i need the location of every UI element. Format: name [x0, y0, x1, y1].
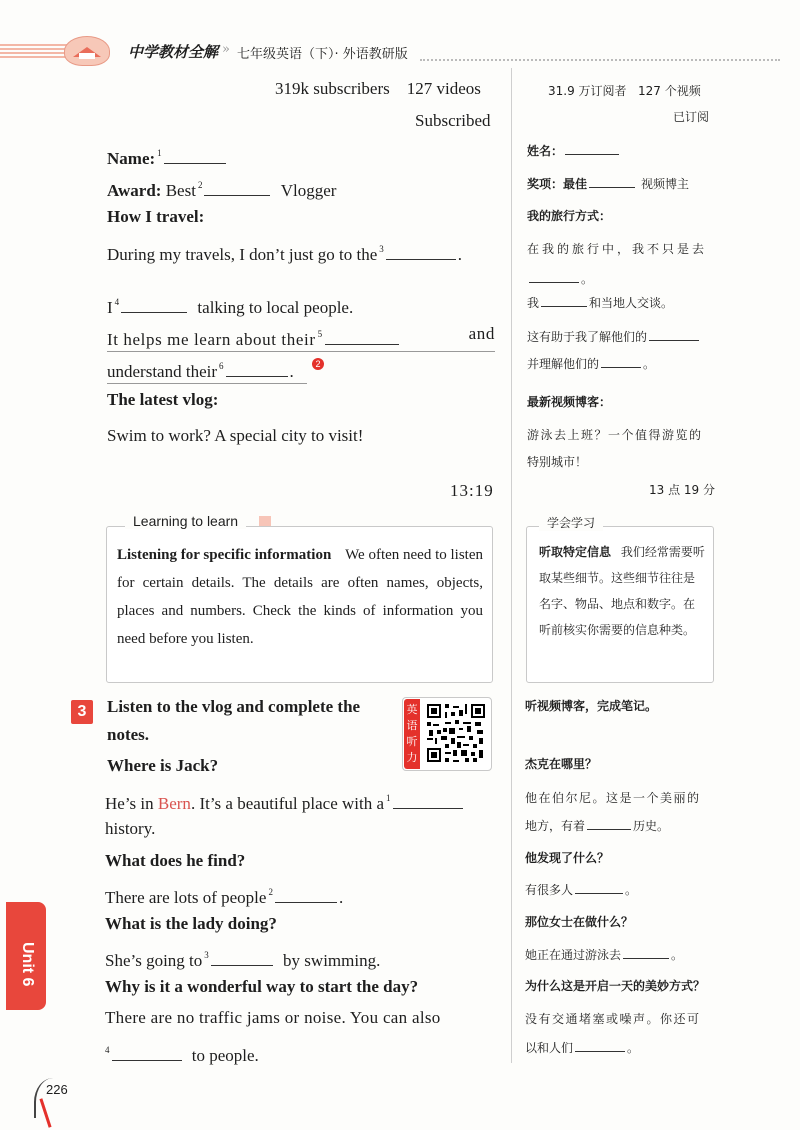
travel-line-4 [107, 355, 307, 384]
award-line [107, 174, 336, 202]
blank-number: 1 [386, 793, 391, 803]
zh-travel-4 [527, 328, 701, 346]
zh-travel-2 [527, 270, 593, 288]
zh-vlog-2: 特别城市！ [527, 455, 588, 469]
blank-number: 3 [379, 244, 384, 254]
header-bar [0, 36, 800, 66]
answer-3-pre: She’s going to [105, 951, 203, 970]
travel-text-2b: talking to local people. [197, 298, 354, 317]
zh-travel3-pre: 我 [527, 296, 540, 310]
book-logo-icon [64, 36, 110, 66]
header-book-title: 中学教材全解 [128, 43, 219, 61]
zh-travel-1: 在我的旅行中，我不只是去 [527, 242, 708, 256]
place-bern: Bern [157, 794, 191, 813]
blank-number: 4 [105, 1045, 110, 1055]
zh-period: 。 [625, 883, 638, 897]
vlog-text: Swim to work? A special city to visit! [107, 426, 364, 445]
travel-line-3 [107, 323, 495, 352]
zh-award-line [527, 175, 689, 193]
travel-line-1 [107, 238, 462, 266]
answer-blank-3[interactable] [211, 949, 273, 966]
answer-4-post: to people. [191, 1046, 259, 1065]
zh-learn-box-tab: 学会学习 [539, 514, 603, 531]
zh-learn-box [526, 516, 714, 683]
zh-period: 。 [581, 272, 594, 286]
vlog-heading: The latest vlog: [107, 390, 219, 409]
travel-heading: How I travel: [107, 207, 205, 226]
learn-box-body [117, 541, 483, 653]
zh-travel-blank-5[interactable] [649, 328, 699, 341]
zh-travel-blank-4[interactable] [541, 294, 587, 307]
zh-travel-heading: 我的旅行方式： [527, 209, 612, 223]
learn-box-text: We often need to listen for certain details. The details are often names, objects, places and numbers. Check the kinds of information you need before you listen. [117, 547, 484, 647]
travel-blank-6[interactable] [226, 360, 288, 377]
name-label: Name: [107, 149, 156, 168]
zh-a3-pre: 她正在通过游泳去 [525, 948, 622, 962]
question-1: Where is Jack? [107, 756, 219, 775]
zh-travel-5 [527, 355, 655, 373]
zh-answer-2 [525, 881, 637, 899]
zh-learn-box-body [539, 539, 705, 643]
learn-box-title: Listening for specific information [117, 547, 332, 563]
zh-answer-3 [525, 946, 683, 964]
zh-learn-box-text: 我们经常需要听取某些细节。这些细节往往是名字、物品、地点和数字。在听前核实你需要的信息种类。 [539, 545, 705, 637]
qr-label-text: 英语听力 [406, 703, 418, 764]
zh-learn-box-title: 听取特定信息 [539, 545, 612, 559]
travel-text-3b: and [468, 324, 495, 343]
qr-code-icon [425, 702, 487, 764]
zh-answer-blank-1[interactable] [587, 817, 631, 830]
zh-time: 13 点 19 分 [649, 483, 715, 497]
blank-number: 4 [114, 297, 120, 307]
subscribed-label: Subscribed [415, 111, 491, 130]
vlog-time: 13:19 [450, 481, 494, 500]
answer-3 [105, 944, 380, 972]
zh-travel4-text: 这有助于我了解他们的 [527, 330, 648, 344]
travel-blank-4[interactable] [121, 296, 187, 313]
zh-travel-3 [527, 294, 673, 312]
zh-a4-pre: 以和人们 [525, 1041, 574, 1055]
travel-line-2 [107, 291, 353, 319]
blank-number: 3 [204, 950, 209, 960]
travel-text-4: understand their [107, 362, 217, 381]
zh-answer-1-line-2 [525, 817, 669, 835]
zh-answer-blank-2[interactable] [575, 881, 623, 894]
blank-number: 2 [197, 180, 203, 190]
header-dotted-line [420, 59, 780, 61]
answer-1-mid: . It’s a beautiful place with a [190, 794, 385, 813]
exercise-number: 3 [71, 700, 93, 724]
zh-name-line [527, 142, 621, 160]
answer-4-line-2 [105, 1039, 259, 1067]
answer-3-post: by swimming. [283, 951, 381, 970]
zh-name-blank[interactable] [565, 142, 619, 155]
zh-instruction: 听视频博客，完成笔记。 [525, 699, 658, 713]
answer-4-line-1: There are no traffic jams or noise. You can also [105, 1008, 441, 1027]
zh-award-post: 视频博主 [641, 177, 690, 191]
award-blank[interactable] [204, 179, 270, 196]
zh-a1-pre: 地方，有着 [525, 819, 586, 833]
answer-1-line-2: history. [105, 819, 156, 838]
name-line [107, 142, 228, 170]
answer-blank-1[interactable] [393, 792, 463, 809]
zh-travel-blank-3[interactable] [529, 270, 579, 283]
zh-vlog-1: 游泳去上班？一个值得游览的 [527, 428, 703, 442]
question-3: What is the lady doing? [105, 914, 277, 933]
zh-award-blank[interactable] [589, 175, 635, 188]
profile-stats: 319k subscribers 127 videos [275, 79, 481, 98]
zh-travel5-text: 并理解他们的 [527, 357, 600, 371]
name-blank[interactable] [164, 147, 226, 164]
zh-a1-post: 历史。 [633, 819, 670, 833]
travel-blank-5[interactable] [325, 328, 399, 345]
award-post: Vlogger [280, 181, 337, 200]
answer-1 [105, 787, 465, 815]
zh-stats: 31.9 万订阅者 127 个视频 [548, 84, 701, 98]
header-stripes [0, 44, 70, 58]
header-chevron-icon: » [222, 42, 230, 57]
answer-2-pre: There are lots of people [105, 888, 267, 907]
zh-vlog-heading: 最新视频博客： [527, 395, 612, 409]
travel-text-2: I [107, 298, 113, 317]
question-4: Why is it a wonderful way to start the day? [105, 977, 419, 996]
exercise-instruction-1: Listen to the vlog and complete the [107, 697, 361, 716]
zh-answer-4-line-1: 没有交通堵塞或噪声。你还可 [525, 1012, 701, 1026]
qr-label [404, 699, 420, 769]
unit-tab-label: Unit 6 [19, 942, 36, 987]
zh-answer-1-line-1: 他在伯尔尼。这是一个美丽的 [525, 791, 701, 805]
header-subtitle: 七年级英语（下）· 外语教研版 [237, 47, 408, 62]
blank-number: 1 [157, 148, 162, 158]
travel-text-1: During my travels, I don’t just go to the [107, 245, 378, 264]
page-number: 226 [46, 1082, 68, 1097]
page-corner-swoosh [34, 1078, 66, 1118]
unit-tab[interactable] [6, 902, 46, 1010]
zh-name-label: 姓名： [527, 144, 564, 158]
zh-question-4: 为什么这是开启一天的美妙方式？ [525, 979, 706, 993]
learn-box [106, 513, 493, 683]
travel-blank-3[interactable] [386, 243, 456, 260]
zh-answer-blank-4[interactable] [575, 1039, 625, 1052]
question-2: What does he find? [105, 851, 246, 870]
learn-box-tab: Learning to learn [125, 513, 246, 529]
period: . [289, 362, 294, 381]
zh-question-1: 杰克在哪里？ [525, 757, 598, 771]
listening-qr[interactable] [402, 697, 492, 771]
travel-text-3: It helps me learn about their [107, 330, 316, 349]
answer-blank-2[interactable] [275, 886, 337, 903]
zh-award-pre: 奖项：最佳 [527, 177, 588, 191]
answer-2 [105, 881, 343, 909]
zh-travel-blank-6[interactable] [601, 355, 641, 368]
zh-travel3-post: 和当地人交谈。 [589, 296, 674, 310]
award-pre: Best [165, 181, 196, 200]
zh-period: 。 [671, 948, 684, 962]
blank-number: 2 [268, 887, 273, 897]
zh-period: 。 [643, 357, 656, 371]
answer-blank-4[interactable] [112, 1044, 182, 1061]
blank-number: 5 [317, 329, 323, 339]
period: . [457, 245, 462, 264]
blank-number: 6 [219, 361, 224, 371]
zh-period: 。 [627, 1041, 640, 1055]
answer-1-pre: He’s in [105, 794, 154, 813]
zh-subscribed: 已订阅 [673, 110, 710, 124]
exercise-instruction-2: notes. [107, 725, 150, 744]
zh-a2-pre: 有很多人 [525, 883, 574, 897]
learn-box-accent [259, 516, 271, 526]
period: . [338, 888, 344, 907]
note-badge: 2 [312, 358, 324, 370]
zh-question-3: 那位女士在做什么？ [525, 915, 634, 929]
award-label: Award: [107, 181, 162, 200]
column-divider [511, 68, 512, 1063]
zh-answer-blank-3[interactable] [623, 946, 669, 959]
zh-question-2: 他发现了什么？ [525, 851, 610, 865]
zh-answer-4-line-2 [525, 1039, 639, 1057]
